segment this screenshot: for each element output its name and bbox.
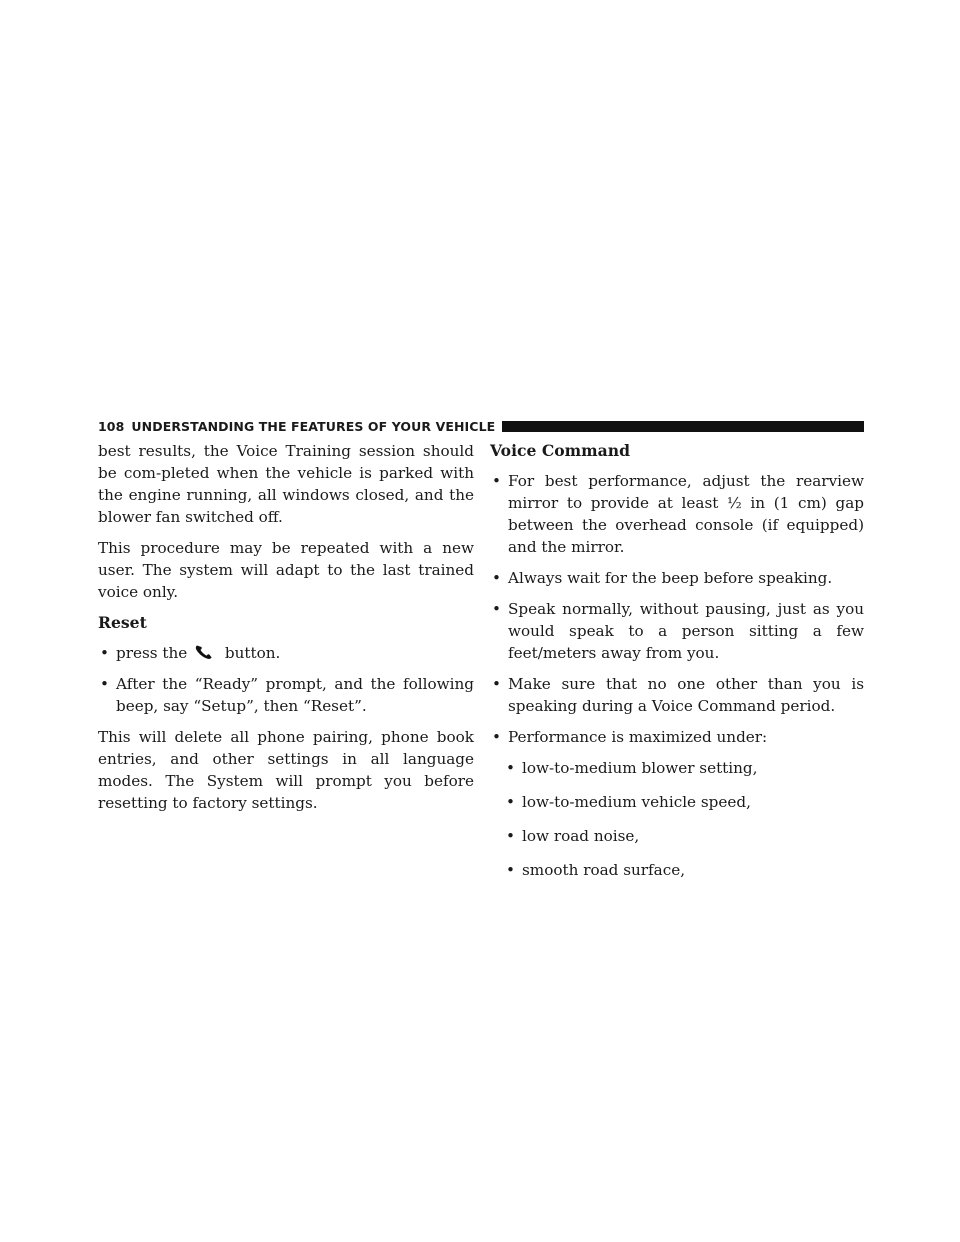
voice-training-paragraph: best results, the Voice Training session should be com-pleted when the vehicle is parked with the engine running, all windows closed, and the blower fan switched off. bbox=[98, 442, 474, 526]
reset-warning-paragraph: This will delete all phone pairing, phone book entries, and other settings in all language modes. The System will prompt you before resetting to factory settings. bbox=[98, 728, 474, 812]
list-item: • low road noise, bbox=[504, 825, 864, 847]
list-item bbox=[98, 642, 474, 664]
voice-command-heading: Voice Command bbox=[490, 441, 630, 460]
list-item: • low-to-medium blower setting, bbox=[504, 757, 864, 779]
list-item: • After the “Ready” prompt, and the following beep, say “Setup”, then “Reset”. bbox=[98, 673, 474, 717]
list-item: • Always wait for the beep before speaking. bbox=[490, 567, 864, 589]
left-column bbox=[98, 440, 474, 823]
performance-conditions-list bbox=[490, 757, 864, 881]
page-number: 108 bbox=[98, 418, 125, 434]
reset-step-text: press the bbox=[116, 644, 188, 662]
list-item: • Make sure that no one other than you is speaking during a Voice Command period. bbox=[490, 673, 864, 717]
reset-heading: Reset bbox=[98, 613, 147, 632]
list-item: • Performance is maximized under: bbox=[490, 726, 864, 748]
list-item: • Speak normally, without pausing, just as you would speak to a person sitting a few feet/meters away from you. bbox=[490, 598, 864, 664]
list-item: • low-to-medium vehicle speed, bbox=[504, 791, 864, 813]
new-user-paragraph: This procedure may be repeated with a new user. The system will adapt to the last trained voice only. bbox=[98, 539, 474, 601]
right-column bbox=[490, 440, 864, 893]
reset-step-text: button. bbox=[224, 644, 281, 662]
phone-icon bbox=[194, 644, 216, 660]
reset-list bbox=[98, 642, 474, 717]
page-header bbox=[98, 416, 864, 436]
section-title: UNDERSTANDING THE FEATURES OF YOUR VEHICLE bbox=[131, 418, 496, 434]
list-item: • smooth road surface, bbox=[504, 859, 864, 881]
voice-command-list bbox=[490, 470, 864, 748]
header-bar bbox=[502, 421, 864, 432]
list-item: • For best performance, adjust the rearview mirror to provide at least ½ in (1 cm) gap between the overhead console (if equipped) and the mirror. bbox=[490, 470, 864, 558]
